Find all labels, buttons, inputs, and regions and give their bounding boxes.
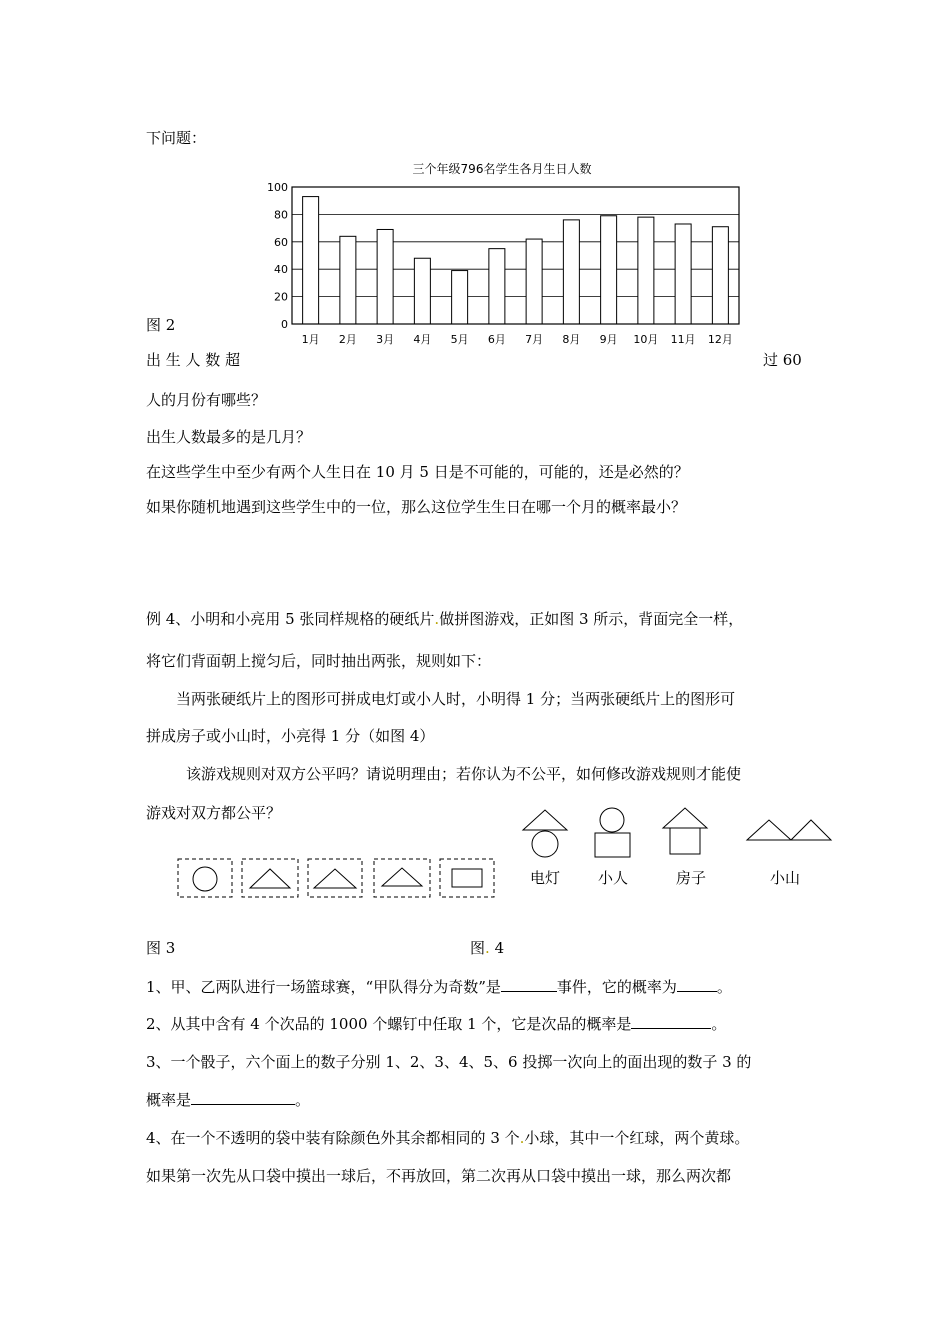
bar-4 (414, 258, 430, 324)
exercise-2 (146, 1014, 726, 1034)
figure-4-label-b: 4 (489, 939, 505, 957)
exercise-1-blank-1[interactable] (501, 977, 557, 992)
exercise-1 (146, 977, 732, 997)
bar-2 (340, 236, 356, 324)
x-tick-label: 8月 (562, 333, 581, 346)
x-tick-label: 1月 (301, 333, 320, 346)
x-tick-label: 2月 (338, 333, 357, 346)
hill-label: 小山 (769, 869, 801, 887)
x-tick-label: 5月 (450, 333, 469, 346)
intro-text: 下问题： (146, 129, 207, 147)
card-rectangle (440, 859, 494, 897)
y-tick-label: 0 (281, 318, 288, 331)
bar-3 (377, 229, 393, 324)
yellow-dot-mark-2: . (485, 939, 490, 957)
bar-11 (675, 224, 691, 324)
example-4-line-5: 该游戏规则对双方公平吗？请说明理由；若你认为不公平，如何修改游戏规则才能使 (186, 765, 742, 783)
house-label: 房子 (675, 869, 707, 887)
example-4-line-6: 游戏对双方都公平？ (146, 804, 282, 822)
exercise-1-text-a: 1、甲、乙两队进行一场篮球赛，“甲队得分为奇数”是 (146, 978, 501, 996)
bar-1 (303, 197, 319, 324)
figure-4-label-a: 图 (470, 939, 486, 957)
chart-gridlines (292, 214, 739, 296)
example-4-line-1a: 例 4、小明和小亮用 5 张同样规格的硬纸片 (146, 610, 435, 628)
chart-x-ticks (302, 333, 733, 346)
exercise-2-blank[interactable] (631, 1014, 711, 1029)
x-tick-label: 12月 (707, 333, 733, 346)
exercise-3-line-2 (146, 1090, 310, 1110)
yellow-dot-mark: . (434, 610, 440, 628)
exercise-4-text-b: 小球，其中一个红球，两个黄球。 (524, 1129, 750, 1147)
bar-10 (638, 217, 654, 324)
card-circle (178, 859, 232, 897)
exercise-2-text-a: 2、从其中含有 4 个次品的 1000 个螺钉中任取 1 个，它是次品的概率是 (146, 1015, 632, 1033)
example-4-line-4: 拼成房子或小山时，小亮得 1 分（如图 4） (146, 727, 435, 745)
x-tick-label: 3月 (376, 333, 395, 346)
bar-6 (489, 249, 505, 324)
x-tick-label: 4月 (413, 333, 432, 346)
question-line-1-left: 出 生 人 数 超 (146, 351, 241, 369)
lamp-label: 电灯 (529, 869, 561, 887)
exercise-4-line-2: 如果第一次先从口袋中摸出一球后，不再放回，第二次再从口袋中摸出一球，那么两次都 (146, 1167, 732, 1185)
figure-4-label (470, 938, 504, 958)
bar-5 (452, 271, 468, 324)
exercise-1-text-c: 。 (716, 978, 732, 996)
person-label: 小人 (597, 869, 629, 887)
chart-bars (303, 197, 729, 324)
exercise-3-blank[interactable] (191, 1090, 295, 1105)
exercise-3-line-1: 3、一个骰子，六个面上的数子分别 1、2、3、4、5、6 投掷一次向上的面出现的数子 3 的 (146, 1053, 752, 1071)
bar-8 (563, 220, 579, 324)
figure-4-shapes (515, 800, 845, 895)
question-line-2: 人的月份有哪些？ (146, 391, 267, 409)
card-triangle-2 (308, 859, 362, 897)
bar-9 (601, 216, 617, 324)
x-tick-label: 9月 (599, 333, 618, 346)
person-shape (595, 808, 630, 857)
card-triangle-3 (374, 859, 430, 897)
figure-3-label: 图 3 (146, 939, 176, 957)
question-line-5: 如果你随机地遇到这些学生中的一位，那么这位学生生日在哪一个月的概率最小？ (146, 498, 687, 516)
y-tick-label: 60 (274, 235, 288, 249)
y-tick-label: 40 (274, 263, 288, 277)
figure-2-label: 图 2 (146, 316, 176, 334)
figure-3-cards (176, 855, 496, 905)
x-tick-label: 10月 (633, 333, 659, 346)
example-4-line-1 (146, 609, 743, 629)
exercise-2-text-b: 。 (711, 1015, 727, 1033)
chart-y-ticks (267, 181, 288, 331)
exercise-1-blank-2[interactable] (677, 977, 717, 992)
bar-7 (526, 239, 542, 324)
x-tick-label: 6月 (487, 333, 506, 346)
lamp-shape (523, 810, 567, 857)
card-triangle-1 (242, 859, 298, 897)
chart-frame (292, 187, 739, 324)
exercise-1-text-b: 事件，它的概率为 (556, 978, 677, 996)
question-line-3: 出生人数最多的是几月？ (146, 428, 312, 446)
question-line-1-right: 过 60 (763, 351, 802, 369)
y-tick-label: 80 (274, 208, 288, 222)
hill-shape (747, 820, 831, 840)
bar-12 (712, 227, 728, 324)
x-tick-label: 11月 (670, 333, 696, 346)
exercise-4-text-a: 4、在一个不透明的袋中装有除颜色外其余都相同的 3 个 (146, 1129, 520, 1147)
chart-title: 三个年级796名学生各月生日人数 (412, 162, 592, 176)
exercise-4-line-1 (146, 1128, 749, 1148)
example-4-line-1b: 做拼图游戏，正如图 3 所示，背面完全一样， (439, 610, 744, 628)
example-4-line-2: 将它们背面朝上搅匀后，同时抽出两张，规则如下： (146, 652, 492, 670)
yellow-dot-mark-3: . (519, 1129, 525, 1147)
exercise-3-text-b: 概率是 (146, 1091, 192, 1109)
y-tick-label: 20 (274, 290, 288, 304)
x-tick-label: 7月 (525, 333, 544, 346)
birthday-bar-chart (262, 158, 752, 348)
y-tick-label: 100 (267, 181, 288, 194)
question-line-4: 在这些学生中至少有两个人生日在 10 月 5 日是不可能的，可能的，还是必然的？ (146, 463, 689, 481)
house-shape (663, 808, 707, 854)
exercise-3-text-c: 。 (295, 1091, 311, 1109)
example-4-line-3: 当两张硬纸片上的图形可拼成电灯或小人时，小明得 1 分；当两张硬纸片上的图形可 (176, 690, 736, 708)
